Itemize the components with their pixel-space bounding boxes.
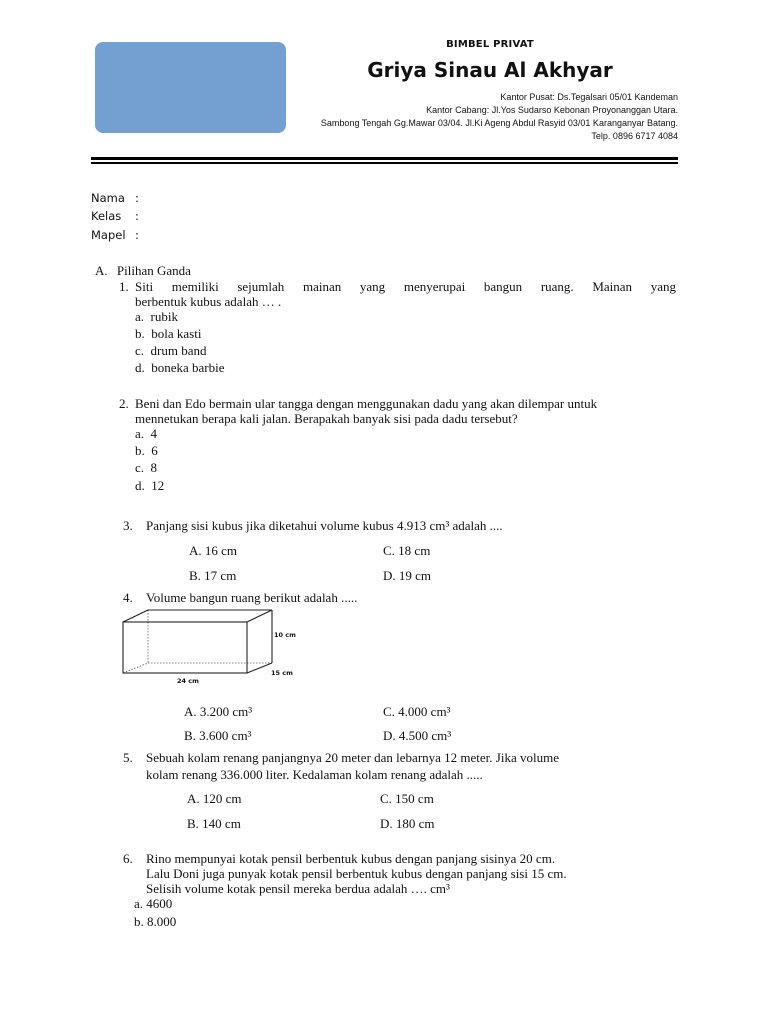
question-5-number: 5. bbox=[123, 750, 133, 765]
field-label: Kelas bbox=[91, 209, 122, 223]
field-nama bbox=[91, 191, 139, 205]
field-kelas bbox=[91, 209, 139, 223]
question-6-number: 6. bbox=[123, 851, 133, 866]
option: a. rubik bbox=[135, 309, 178, 324]
option: B. 17 cm bbox=[189, 568, 237, 583]
option: A. 120 cm bbox=[187, 791, 242, 806]
option: C. 150 cm bbox=[380, 791, 434, 806]
option: B. 3.600 cm³ bbox=[184, 728, 252, 743]
field-label: Mapel bbox=[91, 228, 126, 242]
option: b. 6 bbox=[135, 443, 158, 458]
field-label: Nama bbox=[91, 191, 125, 205]
phone-line: Telp. 0896 6717 4084 bbox=[591, 131, 678, 141]
question-1-text-cont: berbentuk kubus adalah … . bbox=[135, 294, 282, 309]
question-1-text: Siti memiliki sejumlah mainan yang menyerupai bangun ruang. Mainan yang bbox=[135, 279, 676, 294]
option: A. 16 cm bbox=[189, 543, 238, 558]
option: b. 8.000 bbox=[134, 914, 177, 929]
address-line: Kantor Pusat: Ds.Tegalsari 05/01 Kandeman bbox=[500, 92, 678, 102]
field-mapel bbox=[91, 228, 139, 242]
question-1-number: 1. bbox=[119, 279, 129, 294]
header-divider-thin bbox=[91, 162, 678, 164]
question-3-number: 3. bbox=[123, 518, 133, 533]
option: a. 4600 bbox=[134, 896, 173, 911]
header-title: Griya Sinau Al Akhyar bbox=[367, 58, 613, 82]
address-line: Sambong Tengah Gg.Mawar 03/04. Jl.Ki Ageng Abdul Rasyid 03/01 Karanganyar Batang. bbox=[320, 118, 678, 128]
field-sep: : bbox=[135, 191, 139, 205]
question-6-text-cont: Selisih volume kotak pensil mereka berdua adalah …. cm³ bbox=[146, 881, 450, 896]
option: d. 12 bbox=[135, 478, 165, 493]
option: B. 140 cm bbox=[187, 816, 241, 831]
address-line: Kantor Cabang: Jl.Yos Sudarso Kebonan Proyonanggan Utara. bbox=[426, 105, 678, 115]
question-4-text: Volume bangun ruang berikut adalah ..... bbox=[146, 590, 358, 605]
option: d. boneka barbie bbox=[135, 360, 225, 375]
question-2-text: Beni dan Edo bermain ular tangga dengan menggunakan dadu yang akan dilempar untuk bbox=[135, 396, 598, 411]
logo-placeholder bbox=[95, 42, 286, 133]
option: D. 180 cm bbox=[380, 816, 435, 831]
question-5-text: Sebuah kolam renang panjangnya 20 meter dan lebarnya 12 meter. Jika volume bbox=[146, 750, 559, 765]
option: D. 19 cm bbox=[383, 568, 432, 583]
length-label: 24 cm bbox=[177, 677, 199, 685]
section-heading bbox=[95, 263, 191, 279]
header-divider-thick bbox=[91, 157, 678, 160]
option: a. 4 bbox=[135, 426, 158, 441]
section-title: Pilihan Ganda bbox=[116, 263, 191, 278]
depth-label: 15 cm bbox=[271, 669, 293, 677]
question-2-text-cont: mennetukan berapa kali jalan. Berapakah banyak sisi pada dadu tersebut? bbox=[135, 411, 518, 426]
height-label: 10 cm bbox=[274, 631, 296, 639]
field-sep: : bbox=[135, 209, 139, 223]
question-6-text-cont: Lalu Doni juga punyak kotak pensil berbentuk kubus dengan panjang sisi 15 cm. bbox=[146, 866, 567, 881]
question-3-text: Panjang sisi kubus jika diketahui volume kubus 4.913 cm³ adalah .... bbox=[146, 518, 503, 533]
option: C. 18 cm bbox=[383, 543, 431, 558]
question-5-text-cont: kolam renang 336.000 liter. Kedalaman kolam renang adalah ..... bbox=[146, 767, 483, 782]
field-sep: : bbox=[135, 228, 139, 242]
question-6-text: Rino mempunyai kotak pensil berbentuk kubus dengan panjang sisinya 20 cm. bbox=[146, 851, 556, 866]
question-4-number: 4. bbox=[123, 590, 133, 605]
option: b. bola kasti bbox=[135, 326, 202, 341]
option: C. 4.000 cm³ bbox=[383, 704, 451, 719]
header-subtitle: BIMBEL PRIVAT bbox=[446, 39, 534, 50]
question-2-number: 2. bbox=[119, 396, 129, 411]
option: c. drum band bbox=[135, 343, 207, 358]
section-letter: A. bbox=[95, 263, 108, 278]
option: D. 4.500 cm³ bbox=[383, 728, 452, 743]
option: A. 3.200 cm³ bbox=[184, 704, 253, 719]
option: c. 8 bbox=[135, 460, 158, 475]
cuboid-figure bbox=[120, 608, 300, 688]
